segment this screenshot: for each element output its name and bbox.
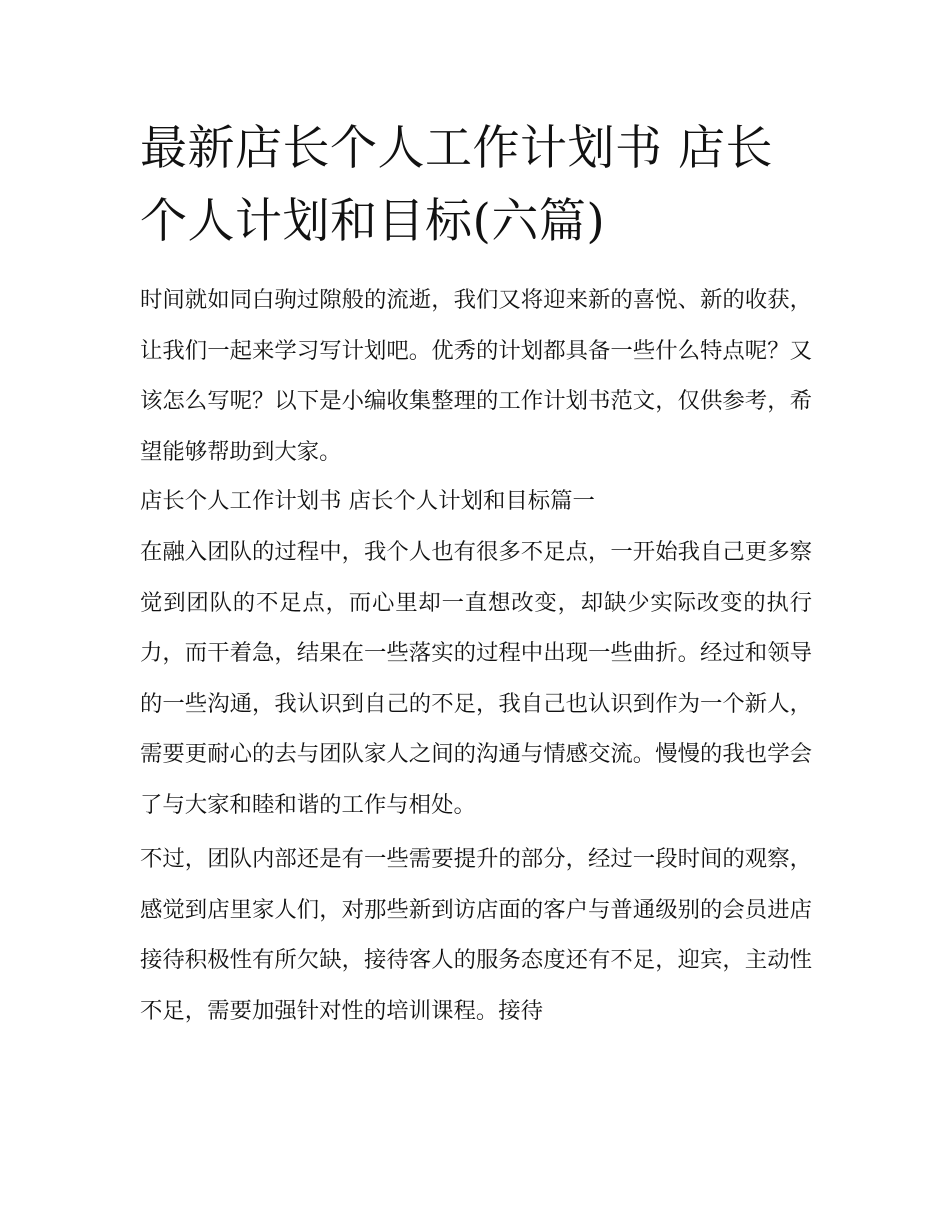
body-paragraph-2: 不过，团队内部还是有一些需要提升的部分，经过一段时间的观察，感觉到店里家人们，对那些新到访店面的客户与普通级别的会员进店接待积极性有所欠缺，接待客人的服务态度还有不足，迎宾，主动性不足，需要加强针对性的培训课程。接待 <box>140 846 812 1024</box>
body-paragraph-1: 在融入团队的过程中，我个人也有很多不足点，一开始我自己更多察觉到团队的不足点，而心里却一直想改变，却缺少实际改变的执行力，而干着急，结果在一些落实的过程中出现一些曲折。经过和领导的一些沟通，我认识到自己的不足，我自己也认识到作为一个新人，需要更耐心的去与团队家人之间的沟通与情感交流。慢慢的我也学会了与大家和睦和谐的工作与相处。 <box>140 539 812 818</box>
intro-paragraph: 时间就如同白驹过隙般的流逝，我们又将迎来新的喜悦、新的收获，让我们一起来学习写计划吧。优秀的计划都具备一些什么特点呢？又该怎么写呢？以下是小编收集整理的工作计划书范文，仅供参考，希望能够帮助到大家。 <box>140 287 812 465</box>
document-body <box>140 275 812 1040</box>
document-title: 最新店长个人工作计划书 店长个人计划和目标(六篇) <box>140 121 773 249</box>
section-heading: 店长个人工作计划书 店长个人计划和目标篇一 <box>140 488 595 514</box>
